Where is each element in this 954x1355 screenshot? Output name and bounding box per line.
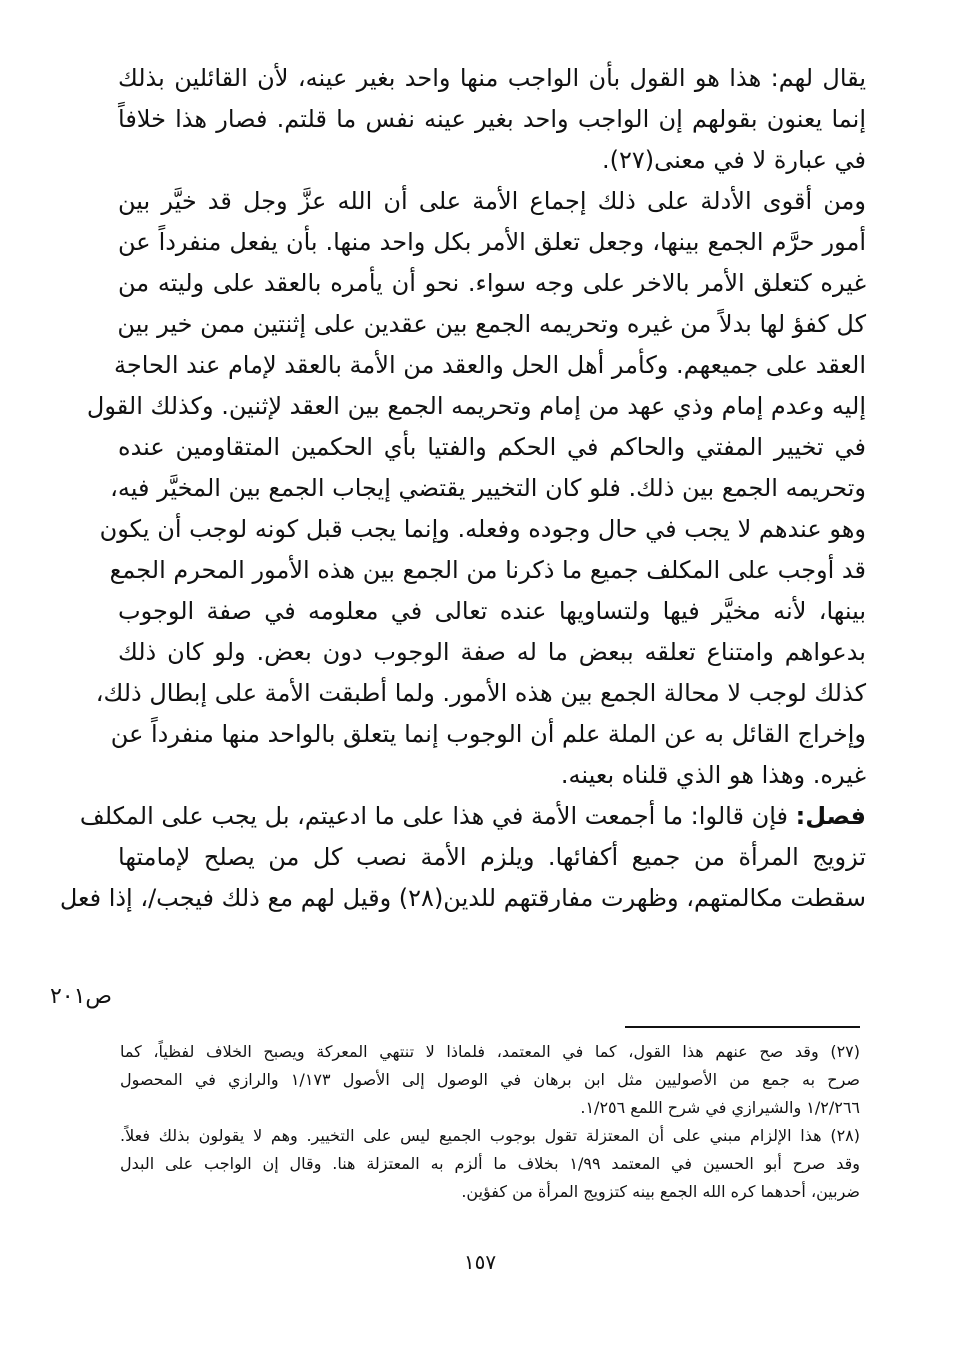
text-line: سقطت مكالمتهم، وظهرت مفارقتهم للدين(٢٨) وقيل لهم مع ذلك فيجب/، إذا فعل <box>59 884 866 912</box>
text-line: بدعواهم وامتناع تعلقه ببعض ما له صفة الوجوب دون بعض. ولو كان ذلك <box>118 638 866 666</box>
text-line: غيره. وهذا هو الذي قلناه بعينه. <box>560 761 866 789</box>
main-text <box>59 58 866 919</box>
footnote-line: وقد صرح أبو الحسين في المعتمد ١/٩٩ بخلاف ما ألزم به المعتزلة هنا. وقال إن الواجب على البدل <box>120 1154 860 1173</box>
text-line: يقال لهم: هذا هو القول بأن الواجب منها واحد بغير عينه، لأن القائلين بذلك <box>118 64 866 92</box>
footnote-line: (٢٨) هذا الإلزام مبني على أن المعتزلة تقول بوجوب الجميع ليس على التخيير. وهم لا يقولون بذلك فعلاً. <box>120 1126 860 1145</box>
text-line: ومن أقوى الأدلة على ذلك إجماع الأمة على أن الله عزَّ وجل قد خيَّر بين <box>118 187 866 215</box>
text-line: بينها، لأنه مخيَّر فيها ولتساويها عنده تعالى في معلومه في صفة الوجوب <box>118 597 866 625</box>
footnote-line: ضربين، أحدهما كره الله الجمع بينه كتزويج المرأة من كفؤين. <box>461 1182 860 1201</box>
fasl-label: فصل: <box>795 802 866 830</box>
text-line: غيره كتعلق الأمر بالاخر على وجه سواء. نحو أن يأمره بالعقد على وليته من <box>118 269 866 297</box>
text-line: في تخيير المفتي والحاكم في الحكم والفتيا بأي الحكمين المتقاومين عنده <box>118 433 866 461</box>
text-line: في عبارة لا في معنى(٢٧). <box>601 146 866 174</box>
fasl-text: فإن قالوا: ما أجمعت الأمة في هذا على ما ادعيتم، بل يجب على المكلف <box>79 802 796 830</box>
text-line: إنما يعنون بقولهم إن الواجب واحد بغير عينه نفس ما قلتم. فصار هذا خلافاً <box>118 105 866 133</box>
text-line: العقد على جميعهم. وكأمر أهل الحل والعقد من الأمة بالعقد لإمام عند الحاجة <box>114 351 866 379</box>
text-line: قد أوجب على المكلف جميع ما ذكرنا من الجمع بين هذه الأمور المحرم الجمع <box>109 556 866 584</box>
footnote-divider <box>625 1026 860 1028</box>
text-line: إليه وعدم إمام وذي عهد من إمام وتحريمه الجمع بين العقد لإثنين. وكذلك القول <box>86 392 866 420</box>
footnote-line: ١/٢/٢٦٦ والشيرازي في شرح اللمع ١/٢٥٦. <box>580 1098 860 1117</box>
text-line: وهو عندهم لا يجب في حال وجوده وفعله. وإنما يجب قبل كونه لوجب أن يكون <box>99 515 866 543</box>
footnotes <box>120 1038 860 1206</box>
text-line: أمور حرَّم الجمع بينها، وجعل تعلق الأمر بكل واحد منها. بأن يفعل منفرداً عن <box>118 228 866 256</box>
margin-page-reference: ص٢٠١ <box>49 984 112 1009</box>
text-line: كذلك لوجب لا محالة الجمع بين هذه الأمور. ولما أطبقت الأمة على إبطال ذلك، <box>95 679 866 707</box>
text-line: وتحريمه الجمع بين ذلك. فلو كان التخيير يقتضي إيجاب الجمع بين المخيَّر فيه، <box>110 474 866 502</box>
text-line: وإخراج القائل به عن الملة علم أن الوجوب إنما يتعلق بالواحد منها منفرداً عن <box>110 720 866 748</box>
fasl-line <box>79 796 866 837</box>
footnote-line: (٢٧) وقد صح عنهم هذا القول، كما في المعتمد، فلماذا لا تنتهي المعركة ويصبح الخلاف لفظياً، كما <box>120 1042 860 1061</box>
text-line: تزويج المرأة من جميع أكفائها. ويلزم الأمة نصب كل من يصلح لإمامتها <box>118 843 866 871</box>
footnote-line: صرح به جمع من الأصوليين مثل ابن برهان في الوصول إلى الأصول ١/١٧٣ والرازي في المحصول <box>120 1070 860 1089</box>
text-line: كل كفؤ لها بدلاً من غيره وتحريمه الجمع بين عقدين على إثنتين ممن خير بين <box>117 310 866 338</box>
page-number: ١٥٧ <box>463 1250 497 1274</box>
